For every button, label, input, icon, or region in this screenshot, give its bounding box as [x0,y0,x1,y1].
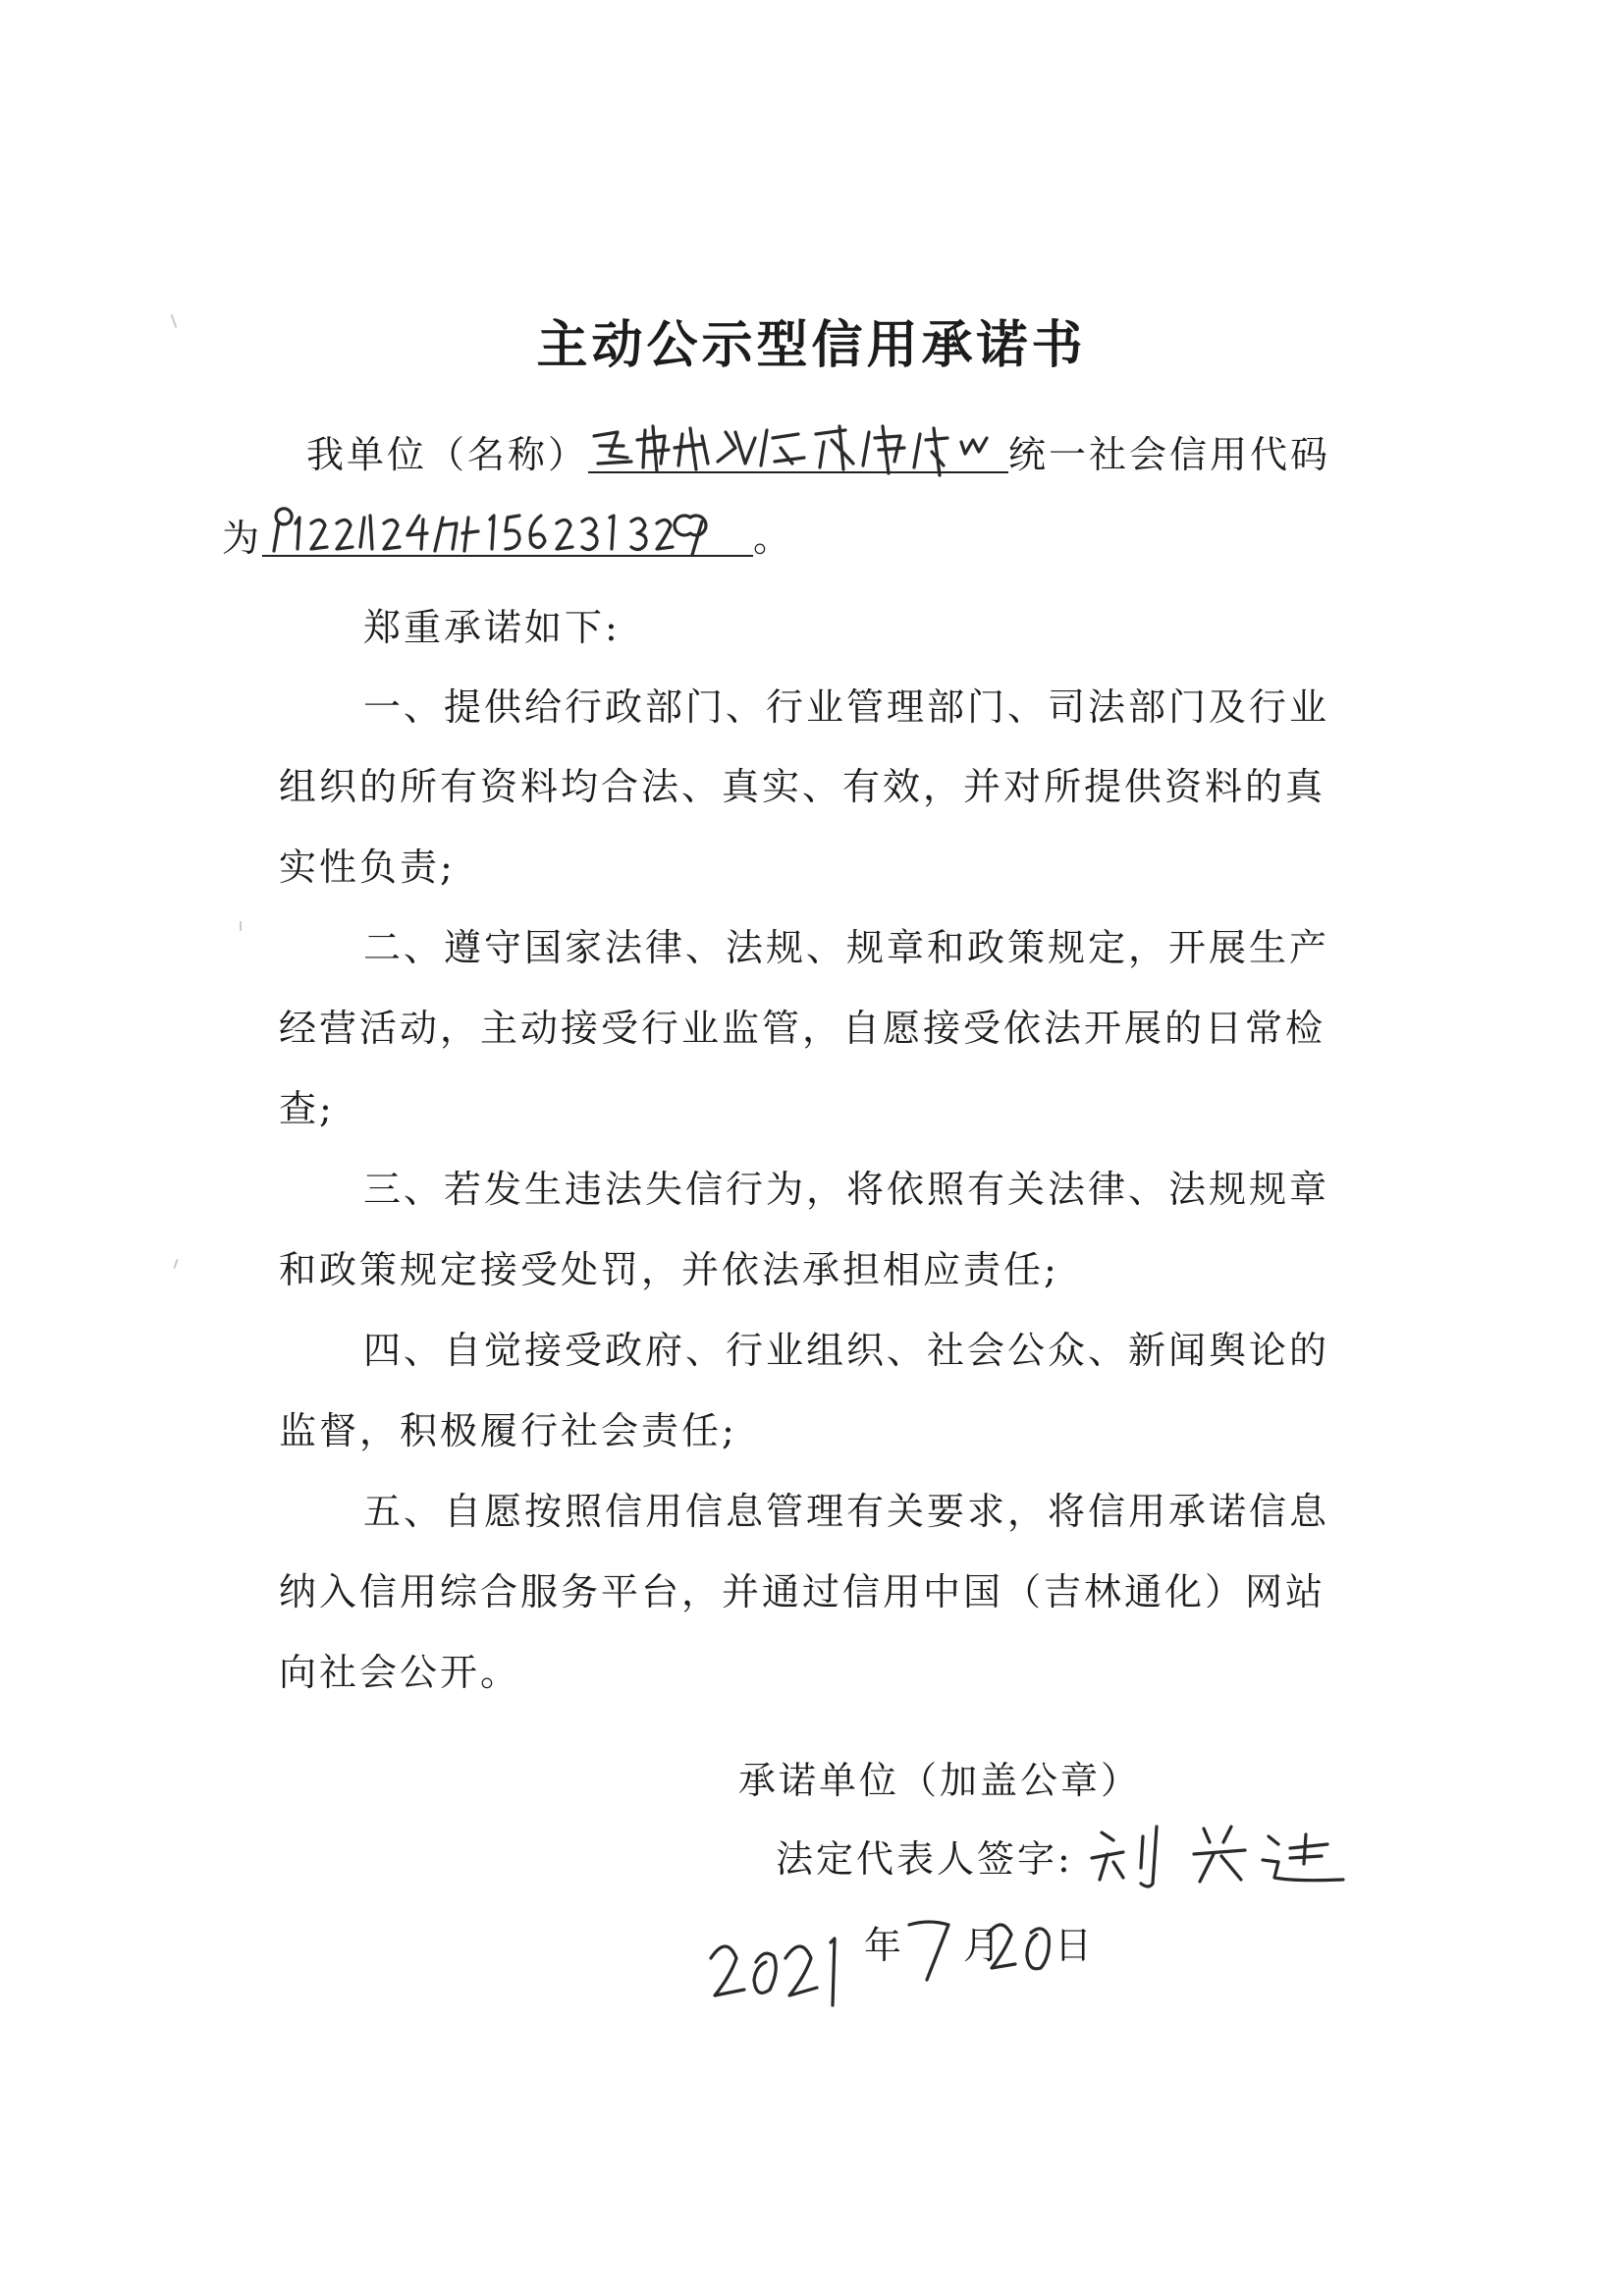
commitment-2-line-1: 二、遵守国家法律、法规、规章和政策规定，开展生产 [363,926,1330,969]
rep-signature-line [776,1834,1073,1884]
commitment-1-line-3: 实性负责; [279,846,456,889]
commitment-3-line-1: 三、若发生违法失信行为，将依照有关法律、法规规章 [363,1168,1330,1211]
commitment-2-line-2: 经营活动，主动接受行业监管，自愿接受依法开展的日常检 [279,1007,1326,1050]
rep-label: 法定代表人签字: [776,1837,1073,1881]
commit-heading: 郑重承诺如下: [363,606,621,649]
unit-prefix: 我单位（名称） [306,433,589,476]
code-label: 统一社会信用代码 [1008,433,1331,476]
code-prefix: 为 [222,517,263,560]
intro-line-1 [306,430,1330,479]
intro-line-2 [222,514,793,563]
commitment-4-line-1: 四、自觉接受政府、行业组织、社会公众、新闻舆论的 [363,1329,1330,1372]
credit-code-handwriting [262,500,753,559]
code-suffix: 。 [753,517,794,560]
commitment-4-line-2: 监督，积极履行社会责任; [279,1409,737,1452]
year-handwriting [705,1929,852,2017]
scan-mark [173,1259,178,1269]
unit-name-handwriting [588,418,1008,477]
seal-label: 承诺单位（加盖公章） [738,1759,1142,1802]
unit-name-field [588,430,1008,479]
commitment-5-line-1: 五、自愿按照信用信息管理有关要求，将信用承诺信息 [363,1490,1330,1533]
month-handwriting [901,1909,960,1988]
commitment-1-line-1: 一、提供给行政部门、行业管理部门、司法部门及行业 [363,685,1330,729]
commitment-3-line-2: 和政策规定接受处罚，并依法承担相应责任; [279,1248,1059,1291]
scan-mark [240,921,242,931]
commitment-2-line-3: 查; [279,1087,335,1130]
month-label: 月 [963,1924,1004,1967]
commitment-1-line-2: 组织的所有资料均合法、真实、有效，并对所提供资料的真 [279,765,1326,808]
commitment-5-line-2: 纳入信用综合服务平台，并通过信用中国（吉林通化）网站 [279,1570,1326,1613]
document-title: 主动公示型信用承诺书 [536,315,1087,375]
credit-code-field [262,514,753,563]
day-handwriting [982,1909,1060,1988]
year-label: 年 [864,1924,905,1967]
day-label: 日 [1055,1924,1096,1967]
rep-signature-handwriting [1088,1819,1353,1897]
commitment-5-line-3: 向社会公开。 [279,1651,521,1694]
